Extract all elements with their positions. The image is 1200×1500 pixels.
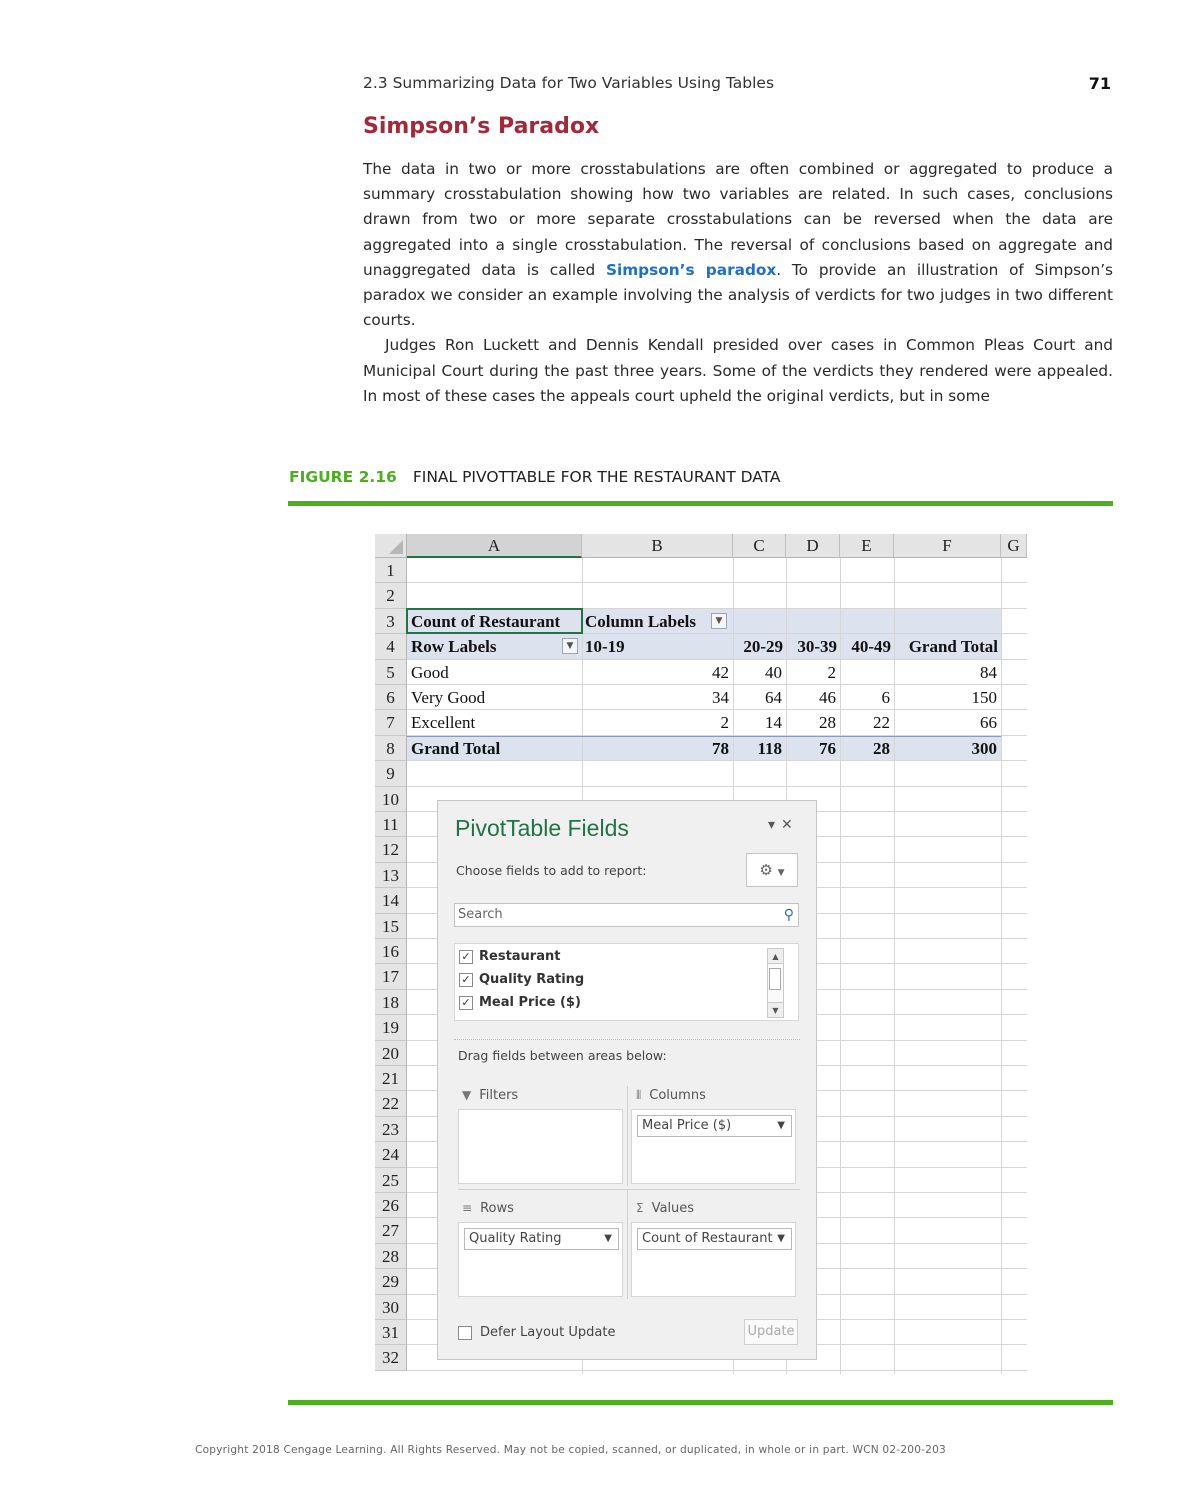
columns-icon: ⦀ bbox=[636, 1088, 642, 1102]
pivot-value bbox=[840, 660, 890, 685]
checkbox[interactable]: ✓ bbox=[459, 973, 473, 987]
row-header-1[interactable]: 1 bbox=[375, 558, 407, 583]
pivot-row-label: Good bbox=[411, 662, 449, 682]
row-header-18[interactable]: 18 bbox=[375, 990, 407, 1015]
pivot-value: 64 bbox=[765, 688, 782, 707]
row-header-31[interactable]: 31 bbox=[375, 1320, 407, 1345]
search-placeholder: Search bbox=[458, 907, 503, 922]
key-term: Simpson’s paradox bbox=[605, 260, 777, 279]
pivot-value: 84 bbox=[980, 662, 997, 682]
search-icon: ⚲ bbox=[783, 907, 794, 923]
pivot-value: 6 bbox=[881, 688, 890, 707]
pivot-value: 2 bbox=[827, 662, 836, 682]
page-number: 71 bbox=[1088, 74, 1111, 93]
defer-layout-update[interactable]: Defer Layout Update bbox=[458, 1325, 615, 1340]
area-separator bbox=[627, 1189, 628, 1299]
row-header-12[interactable]: 12 bbox=[375, 837, 407, 862]
pivot-col-header: 30-39 bbox=[797, 637, 837, 657]
column-header-d[interactable]: D bbox=[786, 534, 840, 558]
grand-total-value: 28 bbox=[873, 738, 890, 758]
search-input[interactable] bbox=[454, 903, 799, 927]
checkbox[interactable]: ✓ bbox=[459, 996, 473, 1010]
drag-fields-label: Drag fields between areas below: bbox=[458, 1048, 667, 1063]
gridline bbox=[407, 786, 1027, 787]
grand-total-value: 78 bbox=[712, 738, 729, 758]
row-header-7[interactable]: 7 bbox=[375, 710, 407, 735]
column-header-b[interactable]: B bbox=[582, 534, 733, 558]
columns-drop-area[interactable] bbox=[631, 1109, 796, 1184]
figure-bottom-rule bbox=[288, 1400, 1113, 1405]
row-header-16[interactable]: 16 bbox=[375, 939, 407, 964]
pivot-col-header: Grand Total bbox=[908, 637, 998, 657]
rows-drop-area[interactable] bbox=[458, 1222, 623, 1297]
pivot-value: 150 bbox=[971, 688, 997, 707]
pivot-count-label: Count of Restaurant bbox=[411, 611, 561, 631]
pivottable-fields-pane bbox=[437, 800, 817, 1360]
column-header-c[interactable]: C bbox=[733, 534, 786, 558]
gridline bbox=[1001, 558, 1002, 1374]
close-icon[interactable]: ✕ bbox=[781, 817, 799, 833]
field-item-restaurant[interactable]: ✓ Restaurant bbox=[459, 947, 560, 967]
row-header-9[interactable]: 9 bbox=[375, 761, 407, 786]
columns-field-pill[interactable]: Meal Price ($) ▼ bbox=[637, 1115, 792, 1137]
row-header-15[interactable]: 15 bbox=[375, 914, 407, 939]
section-heading: 2.3 Summarizing Data for Two Variables Using Tables bbox=[363, 74, 775, 92]
row-header-13[interactable]: 13 bbox=[375, 863, 407, 888]
row-header-20[interactable]: 20 bbox=[375, 1041, 407, 1066]
row-header-4[interactable]: 4 bbox=[375, 634, 407, 659]
grand-total-label: Grand Total bbox=[411, 738, 501, 758]
tools-button[interactable] bbox=[746, 853, 798, 887]
row-header-21[interactable]: 21 bbox=[375, 1066, 407, 1091]
pane-divider bbox=[454, 1039, 800, 1040]
chevron-down-icon[interactable]: ▼ bbox=[777, 1120, 785, 1131]
sigma-icon: Σ bbox=[636, 1201, 644, 1215]
row-header-14[interactable]: 14 bbox=[375, 888, 407, 913]
row-header-30[interactable]: 30 bbox=[375, 1295, 407, 1320]
pivot-value: 46 bbox=[819, 688, 836, 707]
area-separator bbox=[458, 1189, 800, 1190]
row-header-23[interactable]: 23 bbox=[375, 1117, 407, 1142]
filters-drop-area[interactable] bbox=[458, 1109, 623, 1184]
row-header-17[interactable]: 17 bbox=[375, 964, 407, 989]
paragraph-1: The data in two or more crosstabulations are often combined or aggregated to produce a summary crosstabulation showing how two variables are related. In such cases, conclusions drawn from two or more separate crosstabulations can be reversed when the data are aggregated into a single crosstabulation. The reversal of conclusions based on aggregate and unaggregated data is called Simpson’s paradox. To provide an illustration of Simpson’s paradox we consider an example involving the analysis of verdicts for two judges in two different courts. bbox=[363, 160, 1114, 330]
gridline bbox=[407, 582, 1027, 583]
grand-total-value: 118 bbox=[757, 738, 782, 758]
pivot-value: 40 bbox=[765, 662, 782, 682]
figure-caption bbox=[289, 468, 781, 486]
values-area-label: Σ Values bbox=[636, 1201, 695, 1216]
rows-field-pill[interactable]: Quality Rating ▼ bbox=[464, 1228, 619, 1250]
gear-icon: ⚙ bbox=[759, 861, 773, 879]
rows-icon: ≡ bbox=[462, 1201, 473, 1215]
figure-top-rule bbox=[288, 501, 1113, 506]
values-drop-area[interactable] bbox=[631, 1222, 796, 1297]
grand-total-value: 76 bbox=[819, 738, 836, 758]
columns-area-label: ⦀ Columns bbox=[636, 1088, 706, 1103]
pivot-value: 22 bbox=[873, 713, 890, 733]
paragraph-2: Judges Ron Luckett and Dennis Kendall presided over cases in Common Pleas Court and Municipal Court during the past three years. Some of the verdicts they rendered were appealed. In most of these cases the appeals court upheld the original verdicts, but in some bbox=[363, 336, 1113, 405]
field-item-meal-price[interactable]: ✓ Meal Price ($) bbox=[459, 993, 581, 1013]
grand-total-value: 300 bbox=[971, 738, 997, 758]
field-list bbox=[454, 943, 799, 1021]
row-header-19[interactable]: 19 bbox=[375, 1015, 407, 1040]
pivot-row-label: Very Good bbox=[411, 688, 486, 707]
scroll-down-icon[interactable]: ▼ bbox=[768, 1002, 783, 1017]
pivot-row-labels: Row Labels bbox=[411, 637, 497, 657]
copyright-notice: Copyright 2018 Cengage Learning. All Rights Reserved. May not be copied, scanned, or duplicated, in whole or in part. WCN 02-200-203 bbox=[195, 1444, 946, 1456]
filter-icon: ▼ bbox=[462, 1088, 472, 1102]
column-header-a[interactable]: A bbox=[407, 534, 582, 558]
pane-menu-icon[interactable]: ▾ bbox=[768, 817, 782, 833]
rows-area-label: ≡ Rows bbox=[462, 1201, 514, 1216]
body-text bbox=[363, 157, 1113, 409]
row-header-3[interactable]: 3 bbox=[375, 609, 407, 634]
pivot-value: 28 bbox=[819, 713, 836, 733]
chevron-down-icon: ▼ bbox=[777, 868, 785, 878]
scroll-up-icon[interactable]: ▲ bbox=[768, 949, 783, 964]
figure-label: FIGURE 2.16 bbox=[289, 468, 397, 486]
column-header-e[interactable]: E bbox=[840, 534, 894, 558]
column-header-g[interactable]: G bbox=[1001, 534, 1027, 558]
pivot-value: 42 bbox=[712, 662, 729, 682]
filters-area-label: ▼ Filters bbox=[462, 1088, 519, 1103]
running-head bbox=[363, 74, 1113, 96]
pivot-value: 14 bbox=[765, 713, 782, 733]
choose-fields-label: Choose fields to add to report: bbox=[456, 863, 647, 878]
area-separator bbox=[627, 1086, 628, 1186]
scroll-thumb[interactable] bbox=[769, 968, 781, 990]
pivot-col-header: 40-49 bbox=[851, 637, 891, 657]
figure-title: FINAL PIVOTTABLE FOR THE RESTAURANT DATA bbox=[412, 468, 781, 486]
row-header-26[interactable]: 26 bbox=[375, 1193, 407, 1218]
defer-checkbox[interactable] bbox=[458, 1326, 472, 1340]
checkbox[interactable]: ✓ bbox=[459, 950, 473, 964]
pivot-value: 34 bbox=[712, 688, 729, 707]
pane-title: PivotTable Fields bbox=[455, 815, 629, 841]
column-header-f[interactable]: F bbox=[894, 534, 1001, 558]
pivot-col-header: 20-29 bbox=[743, 637, 783, 657]
field-item-quality-rating[interactable]: ✓ Quality Rating bbox=[459, 970, 584, 990]
row-header-25[interactable]: 25 bbox=[375, 1168, 407, 1193]
gridline bbox=[407, 1370, 1027, 1371]
pivot-column-labels: Column Labels bbox=[585, 611, 696, 631]
row-labels-filter-button[interactable]: ▼ bbox=[562, 638, 578, 654]
chevron-down-icon[interactable]: ▼ bbox=[777, 1233, 785, 1244]
pivot-value: 66 bbox=[980, 713, 997, 733]
chevron-down-icon[interactable]: ▼ bbox=[604, 1233, 612, 1244]
values-field-pill[interactable]: Count of Restaurant ▼ bbox=[637, 1228, 792, 1250]
row-header-5[interactable]: 5 bbox=[375, 660, 407, 685]
row-header-22[interactable]: 22 bbox=[375, 1091, 407, 1116]
row-header-10[interactable]: 10 bbox=[375, 787, 407, 812]
row-header-28[interactable]: 28 bbox=[375, 1244, 407, 1269]
field-list-scrollbar[interactable] bbox=[767, 948, 784, 1018]
pane-controls bbox=[768, 817, 799, 833]
row-header-32[interactable]: 32 bbox=[375, 1345, 407, 1370]
section-title: Simpson’s Paradox bbox=[363, 114, 600, 139]
row-header-2[interactable]: 2 bbox=[375, 583, 407, 608]
row-header-6[interactable]: 6 bbox=[375, 685, 407, 710]
row-header-8[interactable]: 8 bbox=[375, 736, 407, 761]
select-all-corner[interactable] bbox=[375, 534, 407, 558]
pivot-col-header: 10-19 bbox=[585, 637, 625, 657]
row-header-29[interactable]: 29 bbox=[375, 1269, 407, 1294]
row-header-11[interactable]: 11 bbox=[375, 812, 407, 837]
pivot-value: 2 bbox=[720, 713, 729, 733]
row-header-24[interactable]: 24 bbox=[375, 1142, 407, 1167]
row-header-27[interactable]: 27 bbox=[375, 1218, 407, 1243]
update-button[interactable]: Update bbox=[744, 1319, 798, 1345]
pivot-row-label: Excellent bbox=[411, 713, 476, 733]
column-labels-filter-button[interactable]: ▼ bbox=[711, 613, 727, 629]
